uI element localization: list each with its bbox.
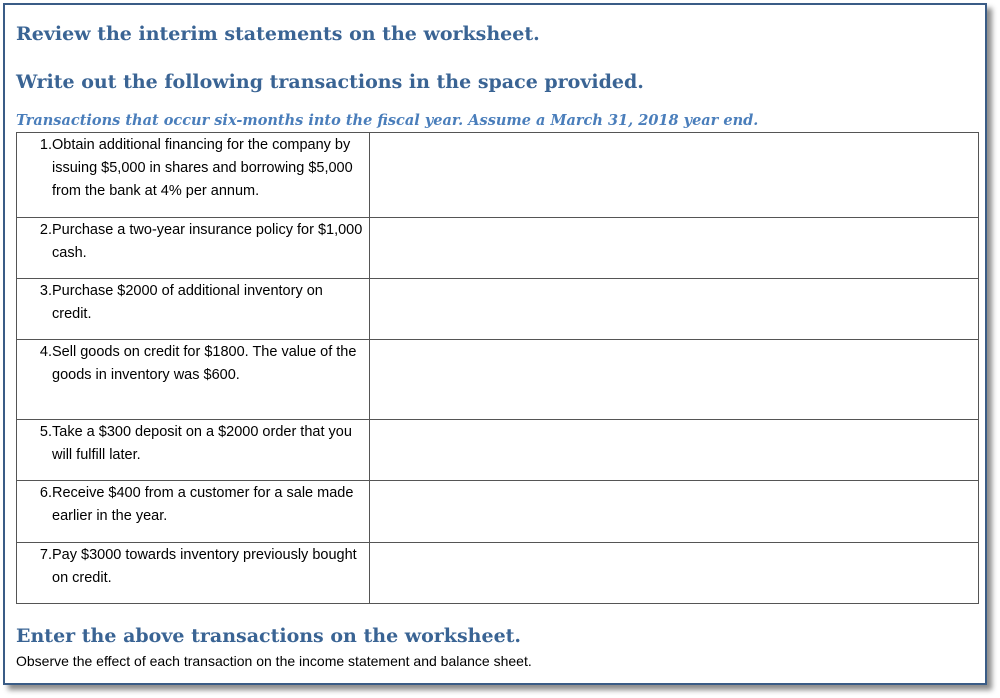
- table-row: [17, 218, 979, 279]
- transactions-subheading: Transactions that occur six-months into the fiscal year. Assume a March 31, 2018 year end.: [16, 112, 759, 129]
- transaction-text: Take a $300 deposit on a $2000 order that you will fulfill later.: [52, 424, 352, 463]
- review-heading: Review the interim statements on the worksheet.: [16, 23, 540, 45]
- transaction-text: Obtain additional financing for the company by issuing $5,000 in shares and borrowing $5,000 from the bank at 4% per annum.: [52, 137, 353, 199]
- transaction-number: 2.: [39, 222, 52, 238]
- table-row: [17, 279, 979, 340]
- answer-space[interactable]: [370, 420, 979, 481]
- enter-heading: Enter the above transactions on the worksheet.: [16, 625, 522, 647]
- table-row: [17, 340, 979, 420]
- transaction-text: Pay $3000 towards inventory previously bought on credit.: [52, 547, 357, 586]
- worksheet-page: [3, 3, 987, 685]
- transaction-number: 1.: [39, 137, 52, 153]
- answer-space[interactable]: [370, 218, 979, 279]
- transaction-description: [17, 279, 370, 340]
- transaction-description: [17, 218, 370, 279]
- table-row: [17, 133, 979, 218]
- transaction-text: Purchase a two-year insurance policy for $1,000 cash.: [52, 222, 363, 261]
- answer-space[interactable]: [370, 543, 979, 604]
- transaction-number: 5.: [39, 424, 52, 440]
- table-row: [17, 543, 979, 604]
- answer-space[interactable]: [370, 340, 979, 420]
- instruction-note: Observe the effect of each transaction on the income statement and balance sheet.: [16, 653, 532, 669]
- write-heading: Write out the following transactions in the space provided.: [16, 71, 644, 93]
- transaction-description: [17, 340, 370, 420]
- transaction-description: [17, 543, 370, 604]
- transaction-text: Receive $400 from a customer for a sale made earlier in the year.: [52, 485, 354, 524]
- transaction-description: [17, 481, 370, 543]
- transaction-description: [17, 133, 370, 218]
- answer-space[interactable]: [370, 279, 979, 340]
- transactions-table: [16, 132, 979, 604]
- transaction-text: Purchase $2000 of additional inventory on credit.: [52, 283, 323, 322]
- transaction-text: Sell goods on credit for $1800. The value of the goods in inventory was $600.: [52, 344, 357, 383]
- table-row: [17, 481, 979, 543]
- transaction-number: 4.: [39, 344, 52, 360]
- transaction-number: 3.: [39, 283, 52, 299]
- transaction-number: 7.: [39, 547, 52, 563]
- transaction-description: [17, 420, 370, 481]
- transaction-number: 6.: [39, 485, 52, 501]
- table-row: [17, 420, 979, 481]
- answer-space[interactable]: [370, 481, 979, 543]
- answer-space[interactable]: [370, 133, 979, 218]
